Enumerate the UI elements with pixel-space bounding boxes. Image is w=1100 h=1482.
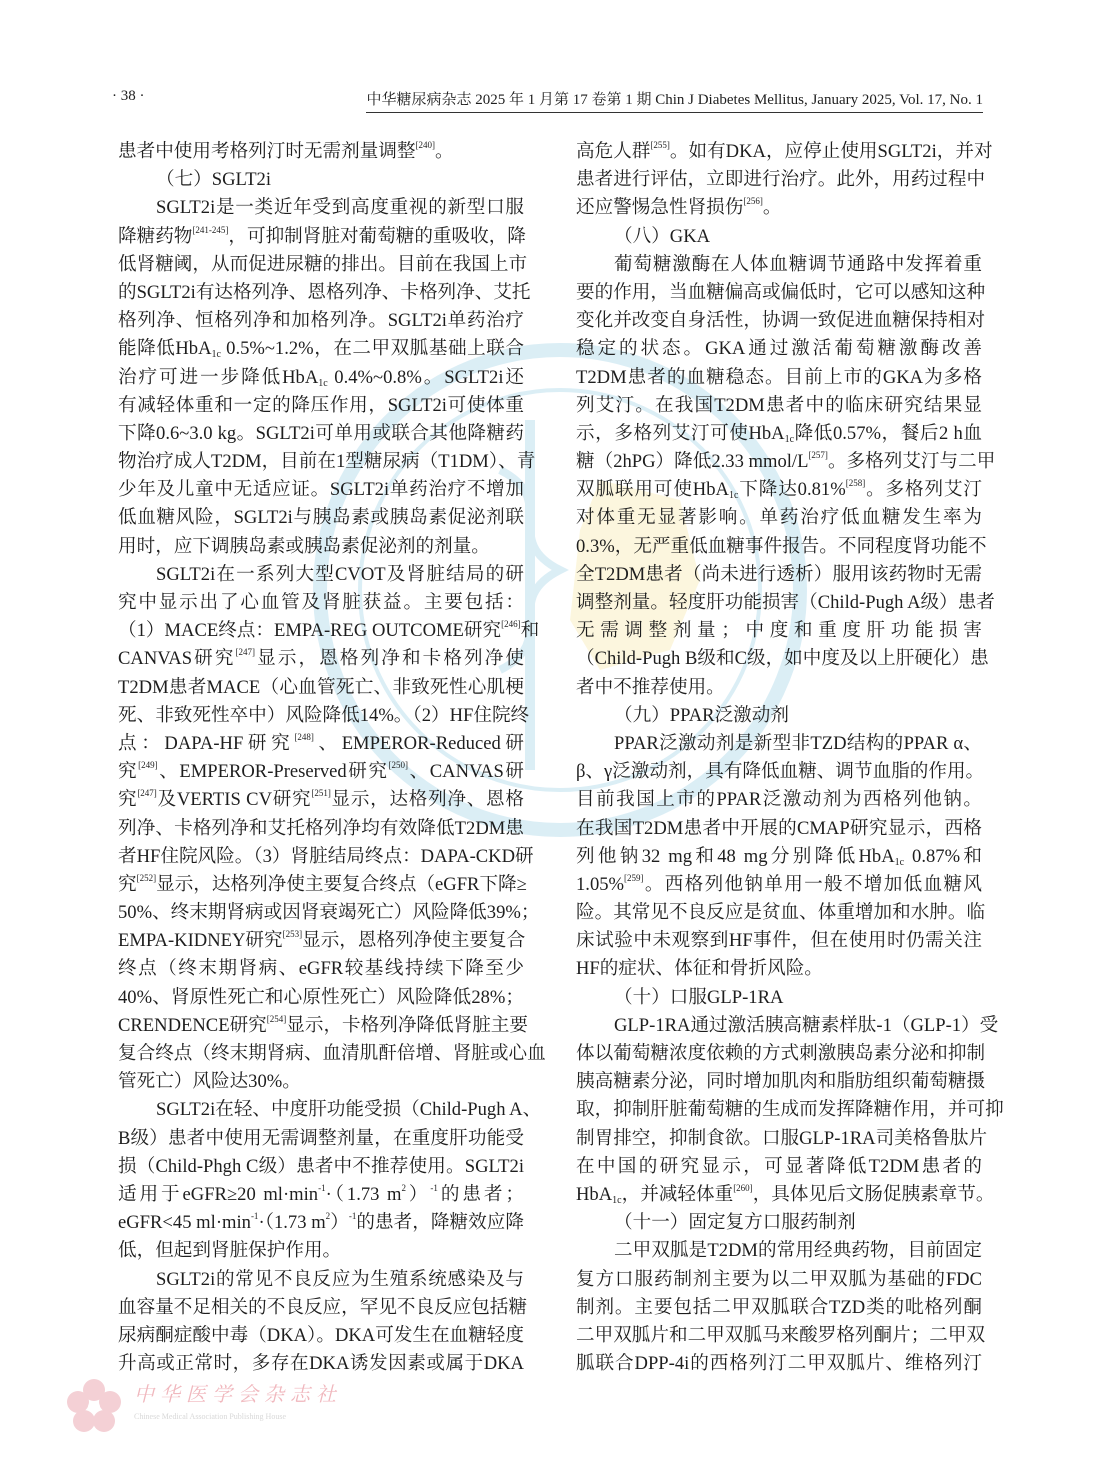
citation-superscript: 2 (325, 1211, 331, 1222)
text-segment: 者HF住院风险。（3）肾脏结局终点：DAPA-CKD研 (118, 845, 534, 867)
citation-superscript: [260] (733, 1182, 753, 1193)
text-segment: （八）GKA (614, 225, 711, 247)
flower-icon (66, 1378, 122, 1434)
text-line (576, 927, 982, 955)
page-number: · 38 · (112, 88, 145, 104)
text-line (576, 843, 982, 871)
text-segment: 0.5%~1.2%，在二甲双胍基础上联合 (220, 338, 524, 360)
text-line (118, 1350, 524, 1378)
text-segment: 患者中使用考格列汀时无需剂量调整 (118, 141, 416, 162)
citation-superscript: [246] (501, 619, 521, 630)
text-segment: EMPA-KIDNEY研究 (118, 930, 283, 952)
text-segment: 有减轻体重和一定的降压作用，SGLT2i可使体重 (118, 394, 524, 416)
text-line (576, 1350, 982, 1378)
citation-superscript: [248] (294, 731, 314, 742)
text-segment: 0.87%和 (904, 845, 982, 867)
text-line (576, 1322, 986, 1350)
text-segment: 胍联合DPP-4i的西格列汀二甲双胍片、维格列汀 (576, 1353, 982, 1375)
text-line (576, 1040, 986, 1068)
text-line (576, 279, 986, 307)
citation-superscript: -1 (250, 1211, 259, 1222)
text-segment: ） (330, 1212, 349, 1234)
text-segment: 对体重无显著影响。单药治疗低血糖发生率为 (576, 507, 982, 529)
text-line (576, 1012, 999, 1040)
text-line (118, 1209, 524, 1237)
text-segment: 。多格列艾汀与二甲 (827, 451, 996, 473)
text-segment: 究 (118, 789, 138, 811)
text-segment: 究中显示出了心血管及肾脏获益。主要包括： (118, 592, 524, 613)
subscript: 1c (784, 433, 795, 445)
text-segment: 高危人群 (576, 141, 651, 162)
text-segment: HbA (576, 1183, 613, 1205)
text-segment: 降低0.57%，餐后2 h血 (794, 422, 982, 444)
text-line (118, 1125, 524, 1153)
right-column (576, 138, 1004, 1378)
running-header: 中华糖尿病杂志 2025 年 1 月第 17 卷第 1 期 Chin J Diabetes Mellitus, January 2025, Vol. 17, No. 1 (366, 88, 983, 113)
text-line (118, 561, 524, 589)
text-line (576, 561, 982, 589)
text-segment: 列他钠32 mg和48 mg分别降低HbA (576, 845, 895, 867)
subscript: 1c (211, 349, 221, 361)
text-segment: SGLT2i是一类近年受到高度重视的新型口服 (156, 197, 524, 219)
text-segment: 糖（2hPG）降低2.33 mmol/L (576, 451, 809, 473)
text-segment: 低肾糖阈，从而促进尿糖的排出。目前在我国上市 (118, 253, 528, 275)
text-line (118, 730, 524, 758)
text-segment: SGLT2i在轻、中度肝功能受损（Child-Pugh A、 (156, 1099, 542, 1121)
text-segment: 50%、终末期肾病或因肾衰竭死亡）风险降低39%； (118, 902, 540, 924)
text-line (576, 589, 995, 617)
citation-superscript: [251] (311, 788, 331, 799)
text-line (576, 1266, 982, 1294)
text-segment: 制剂。主要包括二甲双胍联合TZD类的吡格列酮 (576, 1296, 982, 1318)
text-segment: 低血糖风险，SGLT2i与胰岛素或胰岛素促泌剂联 (118, 507, 524, 529)
text-segment: 显示，恩格列净和卡格列净使 (255, 648, 524, 670)
text-line (118, 815, 524, 843)
text-segment: 列艾汀。在我国T2DM患者中的临床研究结果显 (576, 394, 982, 416)
text-line (576, 815, 982, 843)
text-segment: 、EMPEROR-Reduced研 (313, 732, 524, 754)
text-segment: 稳定的状态。GKA通过激活葡萄糖激酶改善 (576, 338, 982, 360)
citation-superscript: [249] (138, 760, 158, 771)
citation-superscript: -1 (318, 1182, 326, 1193)
text-line (118, 955, 524, 983)
citation-superscript: -1 (430, 1182, 438, 1193)
text-segment: 床试验中未观察到HF事件，但在使用时仍需关注 (576, 930, 982, 952)
text-segment: 在中国的研究显示，可显著降低T2DM患者的 (576, 1155, 982, 1177)
text-line (118, 448, 536, 476)
text-line (118, 1153, 524, 1181)
subscript: 1c (894, 856, 905, 868)
text-segment: ·（1.73 m (325, 1183, 402, 1205)
text-segment: 、EMPEROR-Preserved研究 (157, 761, 389, 783)
text-line (118, 194, 524, 222)
text-line (576, 420, 982, 448)
text-segment: 二甲双胍片和二甲双胍马来酸罗格列酮片；二甲双 (576, 1324, 986, 1346)
text-line (118, 335, 524, 363)
text-segment: 损（Child-Phgh C级）患者中不推荐使用。SGLT2i (118, 1155, 524, 1177)
subscript: 1c (728, 490, 739, 502)
text-segment: 二甲双胍是T2DM的常用经典药物，目前固定 (614, 1240, 982, 1262)
text-line (118, 420, 524, 448)
text-line (118, 504, 524, 532)
citation-superscript: [247] (235, 647, 256, 658)
text-segment: 的患者，降糖效应降 (356, 1212, 524, 1234)
text-segment: 40%、肾原性死亡和心原性死亡）风险降低28%； (118, 986, 524, 1008)
text-line (576, 984, 982, 1012)
left-column (118, 138, 546, 1378)
citation-superscript: [240] (415, 140, 436, 150)
text-line (118, 617, 540, 645)
text-line (576, 1068, 986, 1096)
text-line (576, 533, 987, 561)
text-line (118, 307, 524, 335)
citation-superscript: [254] (266, 1013, 287, 1024)
text-segment: CANVAS研究 (118, 648, 236, 670)
text-segment: GLP-1RA通过激活胰高糖素样肽-1（GLP-1）受 (614, 1014, 999, 1036)
text-segment: 制胃排空，抑制食欲。口服GLP-1RA司美格鲁肽片 (576, 1127, 988, 1149)
text-line (118, 645, 524, 673)
text-line (118, 166, 524, 194)
text-segment: 葡萄糖激酶在人体血糖调节通路中发挥着重 (614, 253, 982, 275)
text-segment: （九）PPAR泛激动剂 (614, 704, 789, 726)
text-segment: 双胍联用可使HbA (576, 479, 729, 501)
text-line (576, 251, 982, 279)
text-segment: 调整剂量。轻度肝功能损害（Child-Pugh A级）患者 (576, 592, 995, 613)
text-line (576, 335, 982, 363)
text-line (118, 984, 524, 1012)
citation-superscript: -1 (348, 1211, 357, 1222)
text-segment: 究 (118, 873, 137, 895)
text-segment: T2DM患者MACE（心血管死亡、非致死性心肌梗 (118, 676, 524, 698)
citation-superscript: [258] (845, 478, 866, 489)
text-line (118, 476, 524, 504)
text-segment: 、CANVAS研 (408, 761, 524, 783)
text-segment: ） (405, 1183, 431, 1205)
text-line (118, 871, 527, 899)
text-segment: 点：DAPA-HF研究 (118, 732, 295, 754)
text-segment: 险。其常见不良反应是贫血、体重增加和水肿。临 (576, 902, 986, 924)
text-line (576, 871, 982, 899)
text-segment: 取，抑制肝脏葡萄糖的生成而发挥降糖作用，并可抑 (576, 1099, 1004, 1121)
text-segment: 治疗可进一步降低HbA (118, 366, 319, 388)
text-line (118, 392, 524, 420)
subscript: 1c (612, 1194, 622, 1206)
text-segment: 在我国T2DM患者中开展的CMAP研究显示，西格 (576, 817, 982, 839)
publisher-name-cn: 中华医学会杂志社 (134, 1384, 342, 1406)
text-segment: 终点（终末期肾病、eGFR较基线持续下降至少 (118, 958, 524, 980)
text-line (118, 1068, 524, 1096)
text-segment: 显示，达格列净、恩格 (330, 789, 524, 811)
text-segment: （十一）固定复方口服药制剂 (614, 1212, 856, 1234)
text-segment: 显示，卡格列净降低肾脏主要 (286, 1014, 528, 1036)
text-line (118, 589, 524, 617)
citation-superscript: [257] (808, 450, 828, 461)
citation-superscript: [255] (650, 140, 670, 150)
text-segment: SGLT2i的常见不良反应为生殖系统感染及与 (156, 1268, 524, 1290)
text-line (576, 730, 982, 758)
text-segment: 。 (435, 141, 454, 162)
text-line (118, 279, 531, 307)
text-segment: 要的作用，当血糖偏高或偏低时，它可以感知这种 (576, 281, 986, 303)
text-segment: ·（1.73 m (258, 1212, 326, 1234)
text-segment: 降糖药物 (118, 225, 193, 247)
text-line (118, 138, 524, 166)
citation-superscript: [241-245] (192, 224, 229, 235)
text-segment: 的SGLT2i有达格列净、恩格列净、卡格列净、艾托 (118, 281, 531, 303)
text-line (576, 1153, 982, 1181)
text-segment: β、γ泛激动剂，具有降低血糖、调节血脂的作用。 (576, 761, 985, 783)
text-segment: 用时，应下调胰岛素或胰岛素促泌剂的剂量。 (118, 535, 490, 557)
text-line (118, 1237, 524, 1265)
text-line (576, 307, 986, 335)
text-segment: HF的症状、体征和骨折风险。 (576, 958, 823, 980)
text-line (576, 223, 982, 251)
text-segment: ，具体见后文肠促胰素章节。 (752, 1183, 995, 1205)
text-segment: 能降低HbA (118, 338, 212, 360)
text-segment: T2DM患者的血糖稳态。目前上市的GKA为多格 (576, 366, 982, 388)
citation-superscript: [247] (137, 788, 157, 799)
text-segment: 。多格列艾汀 (865, 479, 982, 501)
text-line (118, 1012, 528, 1040)
text-line (118, 843, 534, 871)
text-segment: 全T2DM患者（尚未进行透析）服用该药物时无需 (576, 563, 982, 585)
text-line (576, 1294, 982, 1322)
text-line (118, 1266, 524, 1294)
text-segment: 死、非致死性卒中）风险降低14%。（2）HF住院终 (118, 704, 530, 726)
text-segment: 的患者； (437, 1183, 524, 1205)
text-segment: 究 (118, 761, 139, 783)
text-segment: 0.3%，无严重低血糖事件报告。不同程度肾功能不 (576, 535, 987, 557)
text-segment: 患者进行评估，立即进行治疗。此外，用药过程中 (576, 169, 986, 191)
text-line (118, 702, 530, 730)
subscript: 1c (318, 377, 328, 389)
text-line (576, 1096, 1004, 1124)
text-line (576, 758, 985, 786)
text-line (576, 645, 989, 673)
text-line (118, 899, 540, 927)
text-segment: 者中不推荐使用。 (576, 676, 725, 698)
text-segment: 格列净、恒格列净和加格列净。SGLT2i单药治疗 (118, 310, 524, 332)
text-line (576, 476, 982, 504)
text-segment: 1.05% (576, 873, 625, 895)
text-line (576, 138, 993, 166)
text-segment: SGLT2i在一系列大型CVOT及肾脏结局的研 (156, 563, 524, 585)
citation-superscript: [259] (624, 872, 644, 883)
text-segment: eGFR<45 ml·min (118, 1212, 251, 1234)
text-segment: 物治疗成人T2DM，目前在1型糖尿病（T1DM）、青 (118, 451, 536, 473)
citation-superscript: [256] (743, 196, 763, 207)
text-line (576, 1237, 982, 1265)
text-line (576, 617, 982, 645)
text-line (118, 1181, 524, 1209)
citation-superscript: 2 (401, 1182, 406, 1193)
text-line (576, 1125, 988, 1153)
text-line (576, 1209, 982, 1237)
text-segment: 下降达0.81% (738, 479, 846, 501)
text-line (576, 955, 982, 983)
text-line (576, 392, 982, 420)
text-line (576, 786, 982, 814)
text-segment: ，并减轻体重 (621, 1183, 734, 1205)
text-segment: 列净、卡格列净和艾托格列净均有效降低T2DM患 (118, 817, 524, 839)
citation-superscript: [250] (388, 760, 409, 771)
text-line (118, 223, 524, 251)
text-line (118, 1322, 524, 1350)
text-segment: 及VERTIS CV研究 (156, 789, 312, 811)
text-line (118, 927, 524, 955)
text-line (576, 166, 986, 194)
text-line (118, 786, 524, 814)
citation-superscript: [253] (282, 929, 303, 940)
text-segment: 。如有DKA，应停止使用SGLT2i，并对 (669, 141, 993, 162)
text-segment: PPAR泛激动剂是新型非TZD结构的PPAR α、 (614, 732, 982, 754)
text-line (576, 899, 986, 927)
text-segment: （Child-Pugh B级和C级，如中度及以上肝硬化）患 (576, 648, 989, 670)
text-line (576, 364, 982, 392)
text-segment: 血容量不足相关的不良反应，罕见不良反应包括糖 (118, 1296, 528, 1318)
text-segment: 和 (520, 620, 540, 642)
text-segment: 无需调整剂量；中度和重度肝功能损害 (576, 620, 982, 642)
text-segment: 还应警惕急性肾损伤 (576, 197, 744, 219)
text-segment: B级）患者中使用无需调整剂量，在重度肝功能受 (118, 1127, 524, 1149)
text-segment: 显示，达格列净使主要复合终点（eGFR下降≥ (156, 873, 527, 895)
text-segment: 体以葡萄糖浓度依赖的方式刺激胰岛素分泌和抑制 (576, 1043, 986, 1064)
text-line (576, 194, 982, 222)
text-line (118, 1294, 528, 1322)
publisher-logo (66, 1378, 386, 1438)
text-segment: 复方口服药制剂主要为以二甲双胍为基础的FDC (576, 1268, 982, 1290)
text-segment: 0.4%~0.8%。SGLT2i还 (327, 366, 524, 388)
text-segment: 显示，恩格列净使主要复合 (302, 930, 526, 952)
text-segment: （1）MACE终点：EMPA-REG OUTCOME研究 (118, 620, 502, 642)
text-line (576, 702, 982, 730)
text-line (576, 674, 982, 702)
text-segment: （七）SGLT2i (156, 169, 272, 191)
text-line (118, 364, 524, 392)
text-segment: 低，但起到肾脏保护作用。 (118, 1240, 342, 1262)
text-segment: CRENDENCE研究 (118, 1014, 267, 1036)
text-segment: 适用于eGFR≥20 ml·min (118, 1183, 319, 1205)
text-segment: 升高或正常时，多存在DKA诱发因素或属于DKA (118, 1353, 524, 1375)
text-line (576, 504, 982, 532)
text-segment: 胰高糖素分泌，同时增加肌肉和脂肪组织葡萄糖摄 (576, 1071, 986, 1093)
text-line (118, 533, 524, 561)
text-segment: 。 (762, 197, 782, 219)
text-segment: 下降0.6~3.0 kg。SGLT2i可单用或联合其他降糖药 (118, 422, 524, 444)
text-segment: 少年及儿童中无适应证。SGLT2i单药治疗不增加 (118, 479, 524, 501)
text-segment: 目前我国上市的PPAR泛激动剂为西格列他钠。 (576, 789, 982, 811)
text-line (576, 448, 996, 476)
text-segment: 尿病酮症酸中毒（DKA）。DKA可发生在血糖轻度 (118, 1324, 524, 1346)
citation-superscript: [252] (136, 872, 157, 883)
text-segment: 示，多格列艾汀可使HbA (576, 422, 785, 444)
text-segment: 管死亡）风险达30%。 (118, 1071, 301, 1093)
text-line (118, 758, 524, 786)
text-segment: 变化并改变自身活性，协调一致促进血糖保持相对 (576, 310, 986, 332)
text-segment: （十）口服GLP-1RA (614, 986, 784, 1008)
text-line (118, 674, 524, 702)
text-segment: ，可抑制肾脏对葡萄糖的重吸收，降 (228, 225, 526, 247)
text-line (118, 1040, 546, 1068)
publisher-name-en: Chinese Medical Association Publishing House (134, 1412, 286, 1421)
text-line (118, 251, 528, 279)
text-segment: 。西格列他钠单用一般不增加低血糖风 (643, 873, 982, 895)
text-line (576, 1181, 995, 1209)
text-segment: 复合终点（终末期肾病、血清肌酐倍增、肾脏或心血 (118, 1043, 546, 1064)
text-line (118, 1096, 542, 1124)
